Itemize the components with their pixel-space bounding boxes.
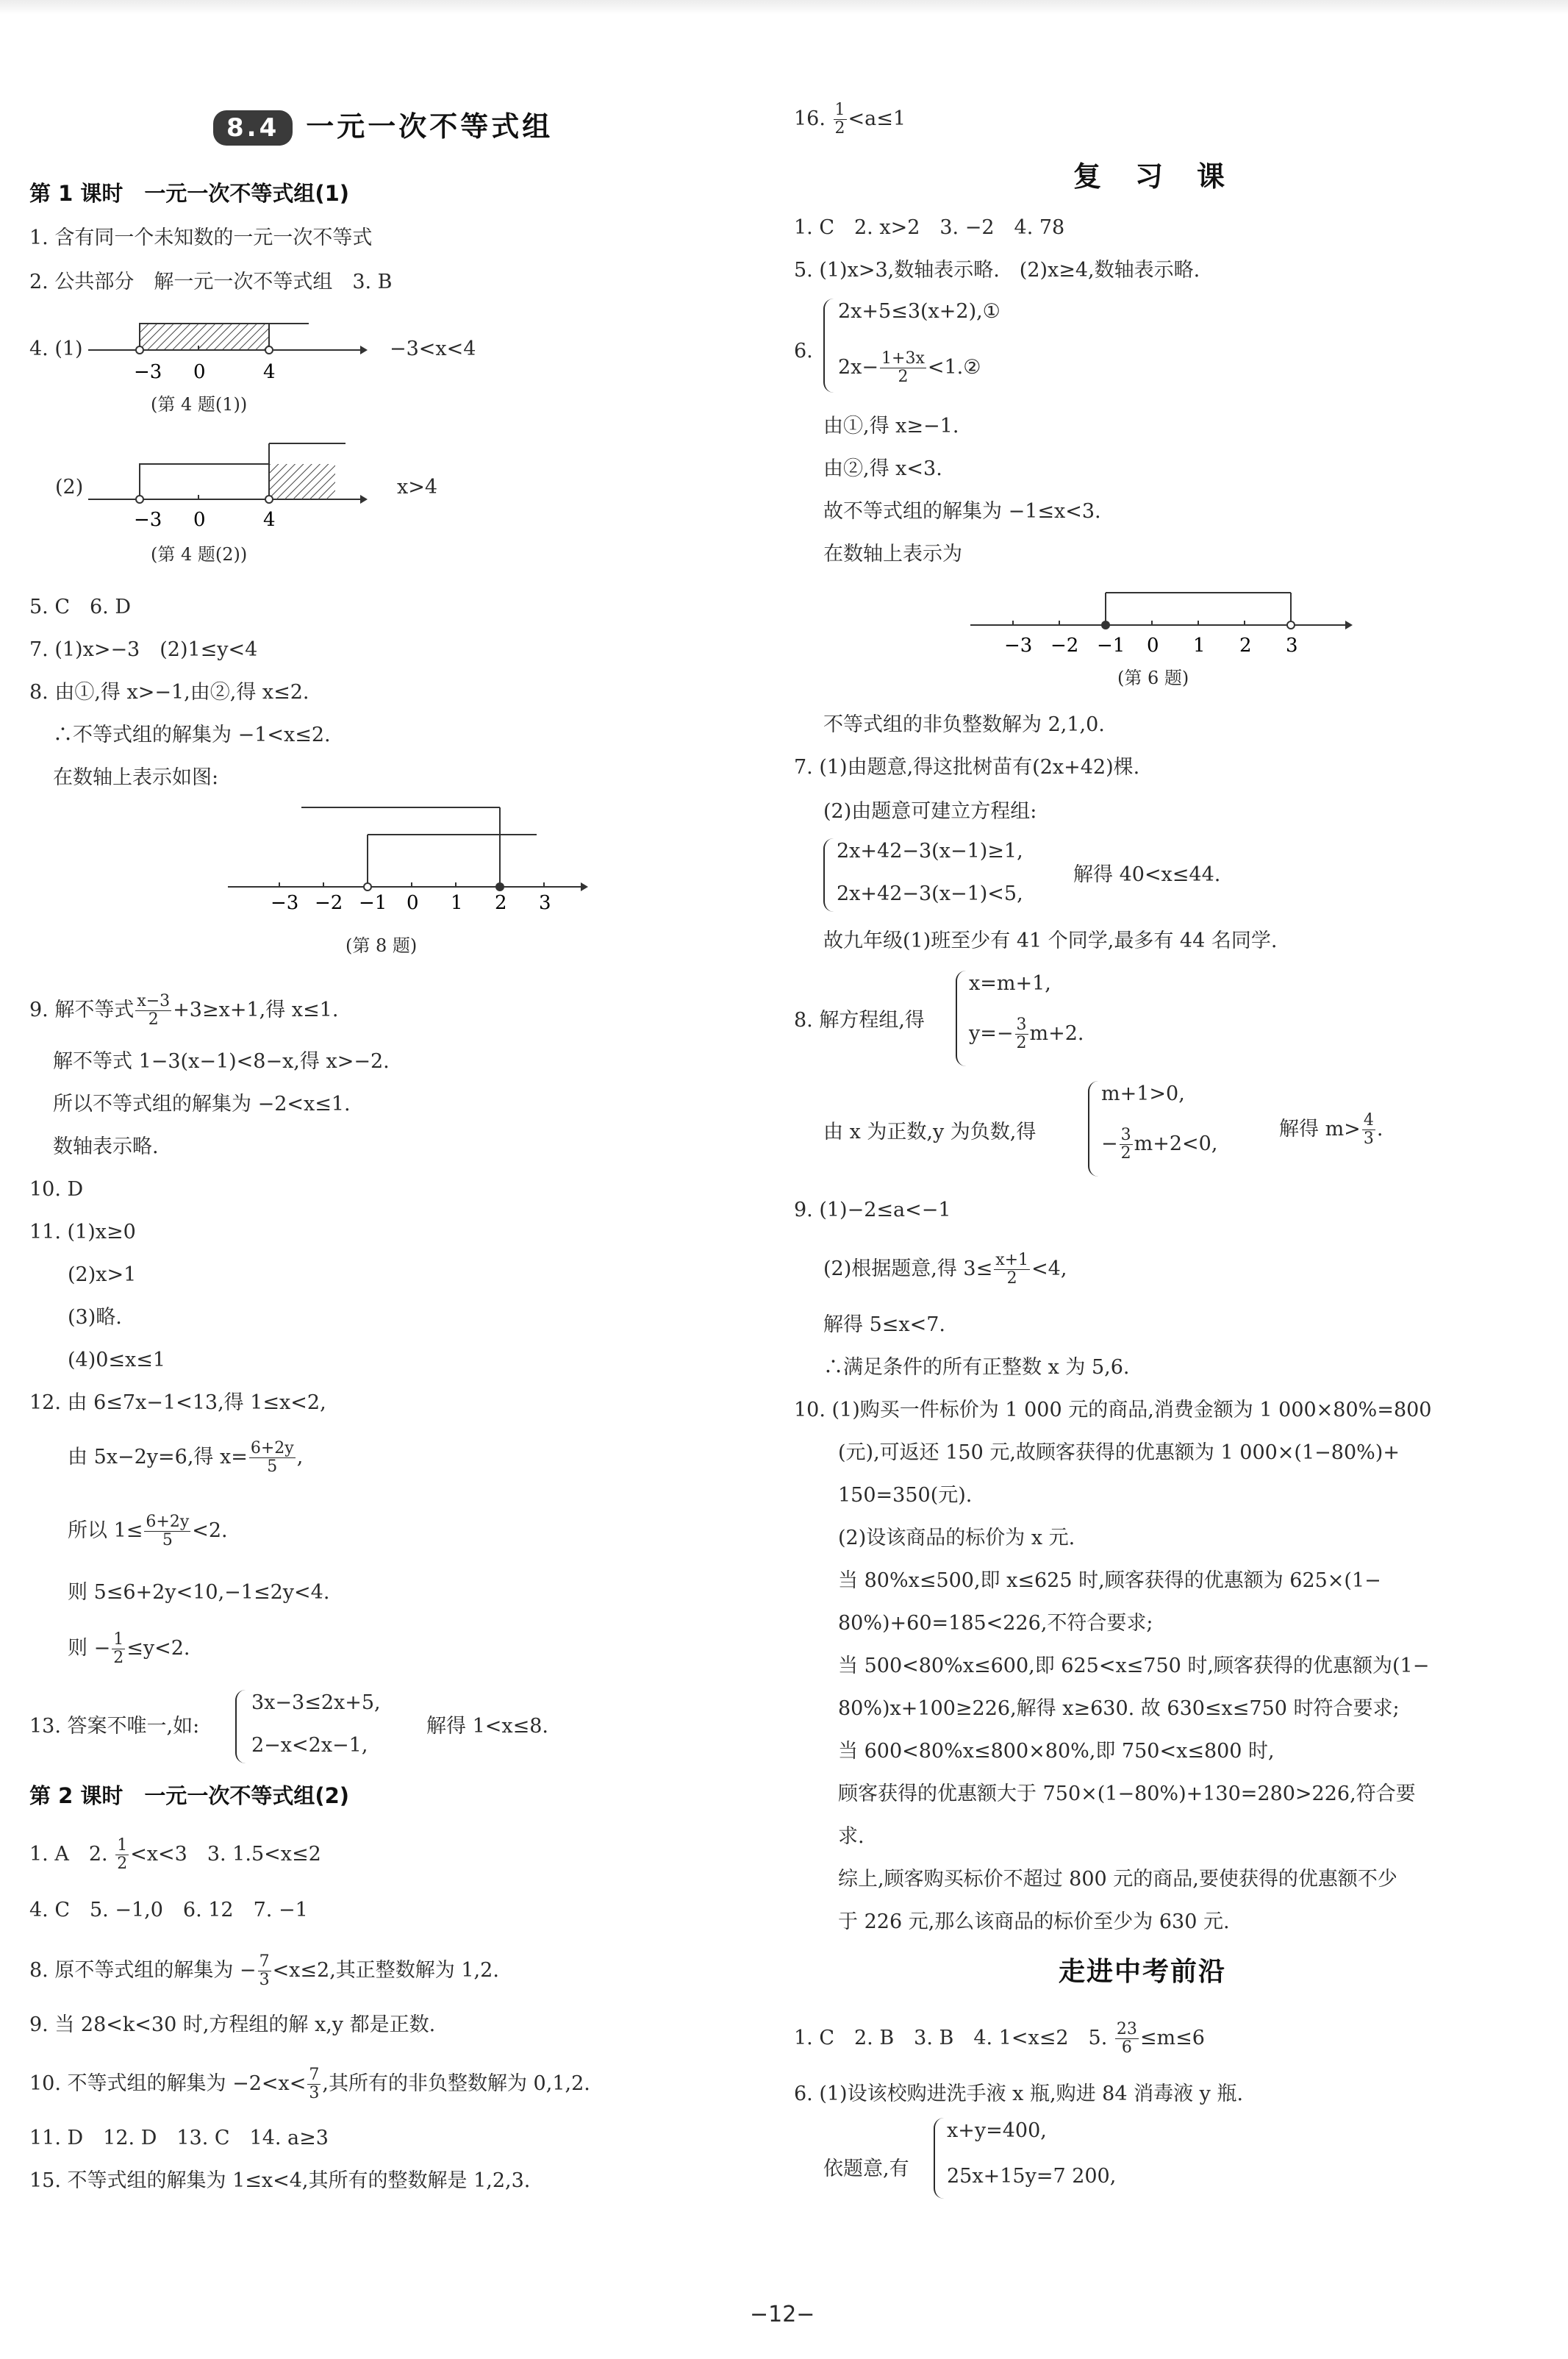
review-q10m: 于 226 元,那么该商品的标价至少为 630 元. [838,1910,1230,1933]
review-q10b: (元),可返还 150 元,故顾客获得的优惠额为 1 000×(1−80%)+ [838,1441,1400,1464]
tick-label: 3 [1286,635,1298,657]
review-q6a: 由①,得 x≥−1. [823,415,959,438]
frontier-q6a: 6. (1)设该校购进洗手液 x 瓶,购进 84 消毒液 y 瓶. [794,2083,1244,2105]
review-q10e: 当 80%x≤500,即 x≤625 时,顾客获得的优惠额为 625×(1− [838,1569,1381,1592]
lesson2-q1-3: 1. A 2. $\frac{1}{2}$ <x<3 3. 1.5<x≤2 [29,1836,321,1873]
lesson1-q12b: 由 5x−2y=6,得 x= $\frac{6+2y}{5}$ , [68,1439,304,1476]
number-line-q8 [228,802,595,912]
review-q7a: 7. (1)由题意,得这批树苗有(2x+42)棵. [794,756,1140,779]
brace [1088,1081,1101,1177]
review-q10l: 综上,顾客购买标价不超过 800 元的商品,要使获得的优惠额不少 [838,1868,1397,1891]
review-q6-system: 2x+5≤3(x+2),① 2x− $\frac{1+3x}{2}$ <1.② [823,299,1103,393]
lesson1-q13-post: 解得 1<x≤8. [426,1715,548,1738]
tick-label: −3 [134,509,162,531]
review-q8-system: x=m+1, y=− $\frac{3}{2}$ m+2. [956,971,1147,1066]
lesson1-q4-1-answer: −3<x<4 [390,338,476,360]
review-q5: 5. (1)x>3,数轴表示略. (2)x≥4,数轴表示略. [794,259,1200,282]
review-q9c: 解得 5≤x<7. [823,1313,945,1336]
review-q8b-post: 解得 m> $\frac{4}{3}$ . [1279,1111,1383,1148]
lesson1-q11d: (4)0≤x≤1 [68,1349,166,1371]
lesson1-q4-1-caption: (第 4 题(1)) [151,394,248,415]
lesson1-q11c: (3)略. [68,1306,122,1329]
review-q7-system: 2x+42−3(x−1)≥1, 2x+42−3(x−1)<5, [823,838,1073,912]
review-q6b: 由②,得 x<3. [823,457,942,480]
tick-label: −2 [315,892,343,912]
review-q7b: (2)由题意可建立方程组: [823,800,1037,823]
lesson1-q13-system: 3x−3≤2x+5, 2−x<2x−1, [235,1690,426,1763]
section-number-badge: 8.4 [213,110,293,146]
tick-label: −1 [1097,635,1125,657]
lesson1-q11a: 11. (1)x≥0 [29,1221,136,1243]
lesson2-q15: 15. 不等式组的解集为 1≤x<4,其所有的整数解是 1,2,3. [29,2169,531,2192]
lesson1-q4-2-caption: (第 4 题(2)) [151,544,248,565]
lesson2-q11-14: 11. D 12. D 13. C 14. a≥3 [29,2127,329,2149]
tick-label: 2 [495,892,507,912]
review-q10a: 10. (1)购买一件标价为 1 000 元的商品,消费金额为 1 000×80%=800 [794,1399,1432,1421]
lesson1-q4-1-label: 4. (1) [29,338,83,360]
lesson2-q16: 16. $\frac{1}{2}$ <a≤1 [794,101,906,138]
review-q9d: ∴满足条件的所有正整数 x 为 5,6. [823,1356,1130,1379]
brace [956,971,969,1066]
page-top-shade [0,0,1568,15]
lesson1-q9a: 9. 解不等式 $\frac{x-3}{2}$ +3≥x+1,得 x≤1. [29,992,339,1029]
lesson1-q9d: 数轴表示略. [53,1135,159,1158]
lesson1-q1: 1. 含有同一个未知数的一元一次不等式 [29,226,373,249]
frontier-q6-pre: 依题意,有 [823,2158,909,2180]
review-q6d: 在数轴上表示为 [823,543,962,565]
tick-label: 1 [1193,635,1206,657]
lesson1-q12c: 所以 1≤ $\frac{6+2y}{5}$ <2. [68,1513,228,1549]
lesson2-q4-7: 4. C 5. −1,0 6. 12 7. −1 [29,1899,308,1921]
lesson2-q8: 8. 原不等式组的解集为 − $\frac{7}{3}$ <x≤2,其正整数解为 1,2. [29,1952,499,1989]
review-q10c: 150=350(元). [838,1484,973,1507]
tick-label: 4 [263,509,276,531]
lesson1-q12a: 12. 由 6≤7x−1<13,得 1≤x<2, [29,1391,326,1414]
review-q10f: 80%)+60=185<226,不符合要求; [838,1612,1153,1635]
brace [235,1690,248,1763]
tick-label: −2 [1050,635,1079,657]
tick-label: 1 [451,892,463,912]
lesson1-q8-caption: (第 8 题) [346,935,418,956]
number-line-q6 [970,578,1353,666]
review-q6e: 不等式组的非负整数解为 2,1,0. [823,713,1105,736]
tick-label: −3 [1004,635,1033,657]
lesson1-q2-3: 2. 公共部分 解一元一次不等式组 3. B [29,271,393,293]
review-q10j: 顾客获得的优惠额大于 750×(1−80%)+130=280>226,符合要 [838,1782,1416,1805]
lesson1-q9b: 解不等式 1−3(x−1)<8−x,得 x>−2. [53,1050,390,1073]
review-q6-label: 6. [794,340,813,363]
review-q10i: 当 600<80%x≤800×80%,即 750<x≤800 时, [838,1740,1275,1763]
review-q1-4: 1. C 2. x>2 3. −2 4. 78 [794,216,1065,239]
brace [823,838,837,912]
review-q9b: (2)根据题意,得 3≤ $\frac{x+1}{2}$ <4, [823,1251,1067,1288]
lesson1-q4-2-answer: x>4 [397,476,438,499]
review-q10h: 80%)x+100≥226,解得 x≥630. 故 630≤x≤750 时符合要求; [838,1697,1400,1720]
review-title: 复 习 课 [1073,160,1228,193]
frontier-q6-system: x+y=400, 25x+15y=7 200, [934,2118,1154,2199]
review-q7-post: 解得 40<x≤44. [1073,863,1221,886]
number-line-q4-1 [88,309,368,390]
tick-label: 0 [1147,635,1159,657]
lesson1-q5-6: 5. C 6. D [29,596,131,618]
lesson1-q13-pre: 13. 答案不唯一,如: [29,1715,200,1738]
tick-label: 0 [407,892,419,912]
lesson1-q8c: 在数轴上表示如图: [53,766,219,789]
brace [823,299,837,393]
review-q9a: 9. (1)−2≤a<−1 [794,1199,951,1221]
frontier-q1-5: 1. C 2. B 3. B 4. 1<x≤2 5. $\frac{23}{6}$ ≤m≤6 [794,2020,1205,2057]
review-q10k: 求. [838,1825,864,1848]
review-q6c: 故不等式组的解集为 −1≤x<3. [823,500,1101,523]
tick-label: 0 [193,361,206,383]
review-q8b-pre: 由 x 为正数,y 为负数,得 [823,1121,1037,1143]
tick-label: −3 [271,892,299,912]
lesson1-q4-2-label: (2) [55,476,84,499]
lesson1-q7: 7. (1)x>−3 (2)1≤y<4 [29,638,258,661]
lesson1-q12d: 则 5≤6+2y<10,−1≤2y<4. [68,1581,330,1604]
tick-label: −1 [359,892,387,912]
lesson1-q12e: 则 − $\frac{1}{2}$ ≤y<2. [68,1630,190,1667]
number-line-q4-2 [88,438,368,533]
lesson2-q10: 10. 不等式组的解集为 −2<x< $\frac{7}{3}$ ,其所有的非负整数解为 0,1,2. [29,2066,590,2102]
review-q10d: (2)设该商品的标价为 x 元. [838,1527,1075,1549]
lesson-2-title: 第 2 课时 一元一次不等式组(2) [29,1783,350,1808]
page-number: −12− [750,2302,815,2327]
review-q6-caption: (第 6 题) [1117,668,1189,688]
tick-label: 2 [1239,635,1252,657]
tick-label: −3 [134,361,162,383]
review-q7c: 故九年级(1)班至少有 41 个同学,最多有 44 名同学. [823,929,1278,952]
lesson1-q10: 10. D [29,1178,84,1201]
brace [934,2118,947,2199]
lesson-1-title: 第 1 课时 一元一次不等式组(1) [29,181,350,206]
section-heading [213,110,553,146]
review-q10g: 当 500<80%x≤600,即 625<x≤750 时,顾客获得的优惠额为(1− [838,1655,1430,1677]
lesson1-q8b: ∴不等式组的解集为 −1<x≤2. [53,724,331,746]
review-q8-pre: 8. 解方程组,得 [794,1009,925,1032]
tick-label: 4 [263,361,276,383]
tick-label: 0 [193,509,206,531]
lesson1-q11b: (2)x>1 [68,1263,137,1286]
tick-label: 3 [539,892,551,912]
lesson1-q9c: 所以不等式组的解集为 −2<x≤1. [53,1093,351,1116]
section-title: 一元一次不等式组 [306,110,554,143]
lesson2-q9: 9. 当 28<k<30 时,方程组的解 x,y 都是正数. [29,2013,436,2036]
lesson1-q8a: 8. 由①,得 x>−1,由②,得 x≤2. [29,681,309,704]
review-q8b-system: m+1>0, − $\frac{3}{2}$ m+2<0, [1088,1081,1279,1177]
frontier-title: 走进中考前沿 [1059,1957,1227,1987]
